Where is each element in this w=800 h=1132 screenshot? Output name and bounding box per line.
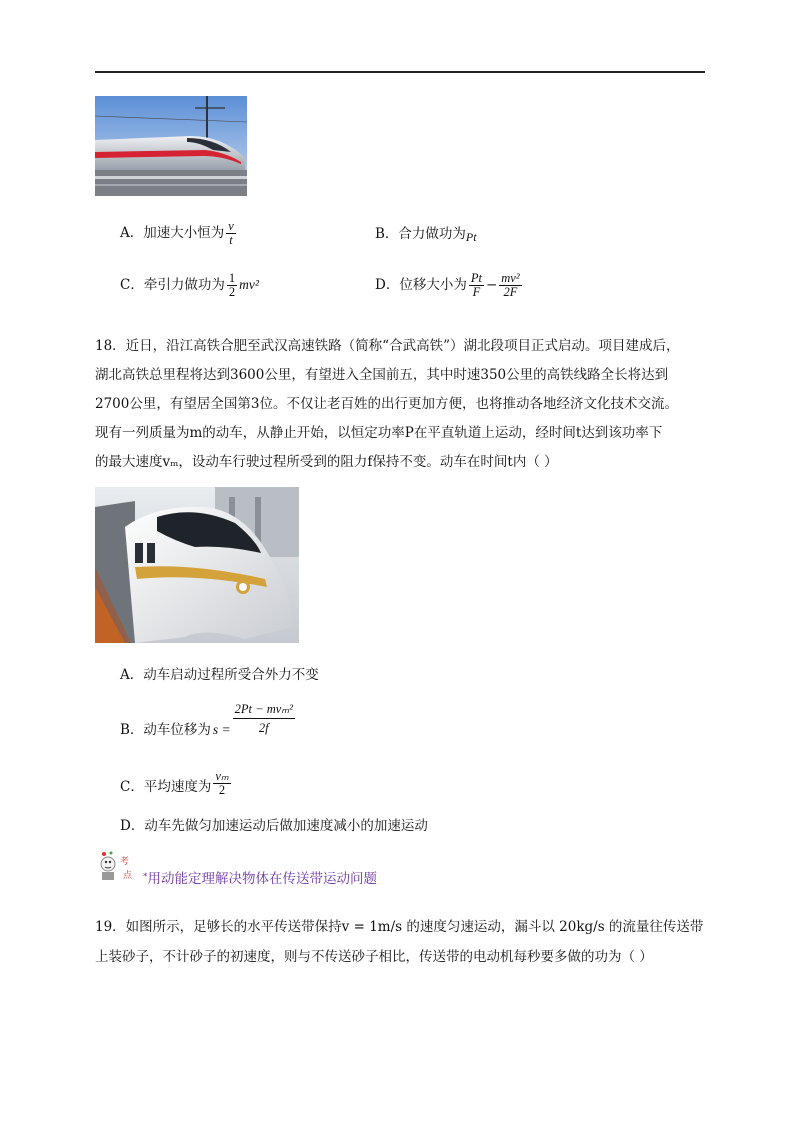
q18-option-d: D．动车先做匀加速运动后做加速度减小的加速运动 [120,818,428,834]
fraction: $\frac{\text{vₘ}}{2}$ [215,769,229,797]
kaodian-tag: *用动能定理解决物体在传送带运动问题 [143,871,377,887]
q17-option-a: A．加速大小恒为 $\frac{v}{t}$ [120,219,234,247]
question-18-stem: 18．近日，沿江高铁合肥至武汉高速铁路（简称“合武高铁”）湖北段项目正式启动。项目建成后， 湖北高铁总里程将达到3600公里，有望进入全国前五，其中时速350公里的高铁线路全长将达到 2700公里，有望居全国第3位。不仅让老百姓的出行更加方便，也将推动各地经济文化技术交流。 现有一列质量为m的动车，从静止开始，以恒定功率P在平直轨道上运动，经时间t达到该功率下 的最大速度vₘ，设动车行驶过程所受到的阻力f保持不变。动车在时间t内（ ） [95,338,680,470]
kaodian-icon [98,848,140,888]
svg-text:考: 考 [120,857,130,867]
q17-option-b: B．合力做功为Pt [375,226,477,244]
train-photo-1 [95,96,247,196]
marker-icon: * [143,872,148,882]
fraction: $\frac{1}{2}$ [228,271,236,299]
fraction: $\frac{\text{mv²}}{2F}$ [501,271,520,299]
q18-option-a: A．动车启动过程所受合外力不变 [120,667,319,683]
q18-option-c: C．平均速度为 $\frac{\text{vₘ}}{2}$ [120,769,229,797]
fraction: $\frac{v}{t}$ [228,219,234,247]
fraction: $\frac{Pt}{F}$ [470,271,482,299]
q17-option-d: D．位移大小为 $\frac{Pt}{F}$ − $\frac{\text{mv²}}{2F}$ [375,271,520,299]
fraction: $\frac{\text{2Pt − mvₘ²}}{2f}$ [234,702,293,735]
header-rule [95,71,705,73]
train-photo-2 [95,487,299,643]
q17-option-c: C．牵引力做功为 $\frac{1}{2}$ mv² [120,271,259,299]
svg-text:点: 点 [123,871,133,881]
q18-option-b: B．动车位移为 s = $\frac{\text{2Pt − mvₘ²}}{2f}$ [120,702,293,738]
question-19-stem: 19．如图所示，足够长的水平传送带保持v = 1m/s 的速度匀速运动，漏斗以 20kg/s 的流量往传送带 上装砂子，不计砂子的初速度，则与不传送砂子相比，传送带的电动机每秒要多做的功为（ ） [95,919,704,965]
